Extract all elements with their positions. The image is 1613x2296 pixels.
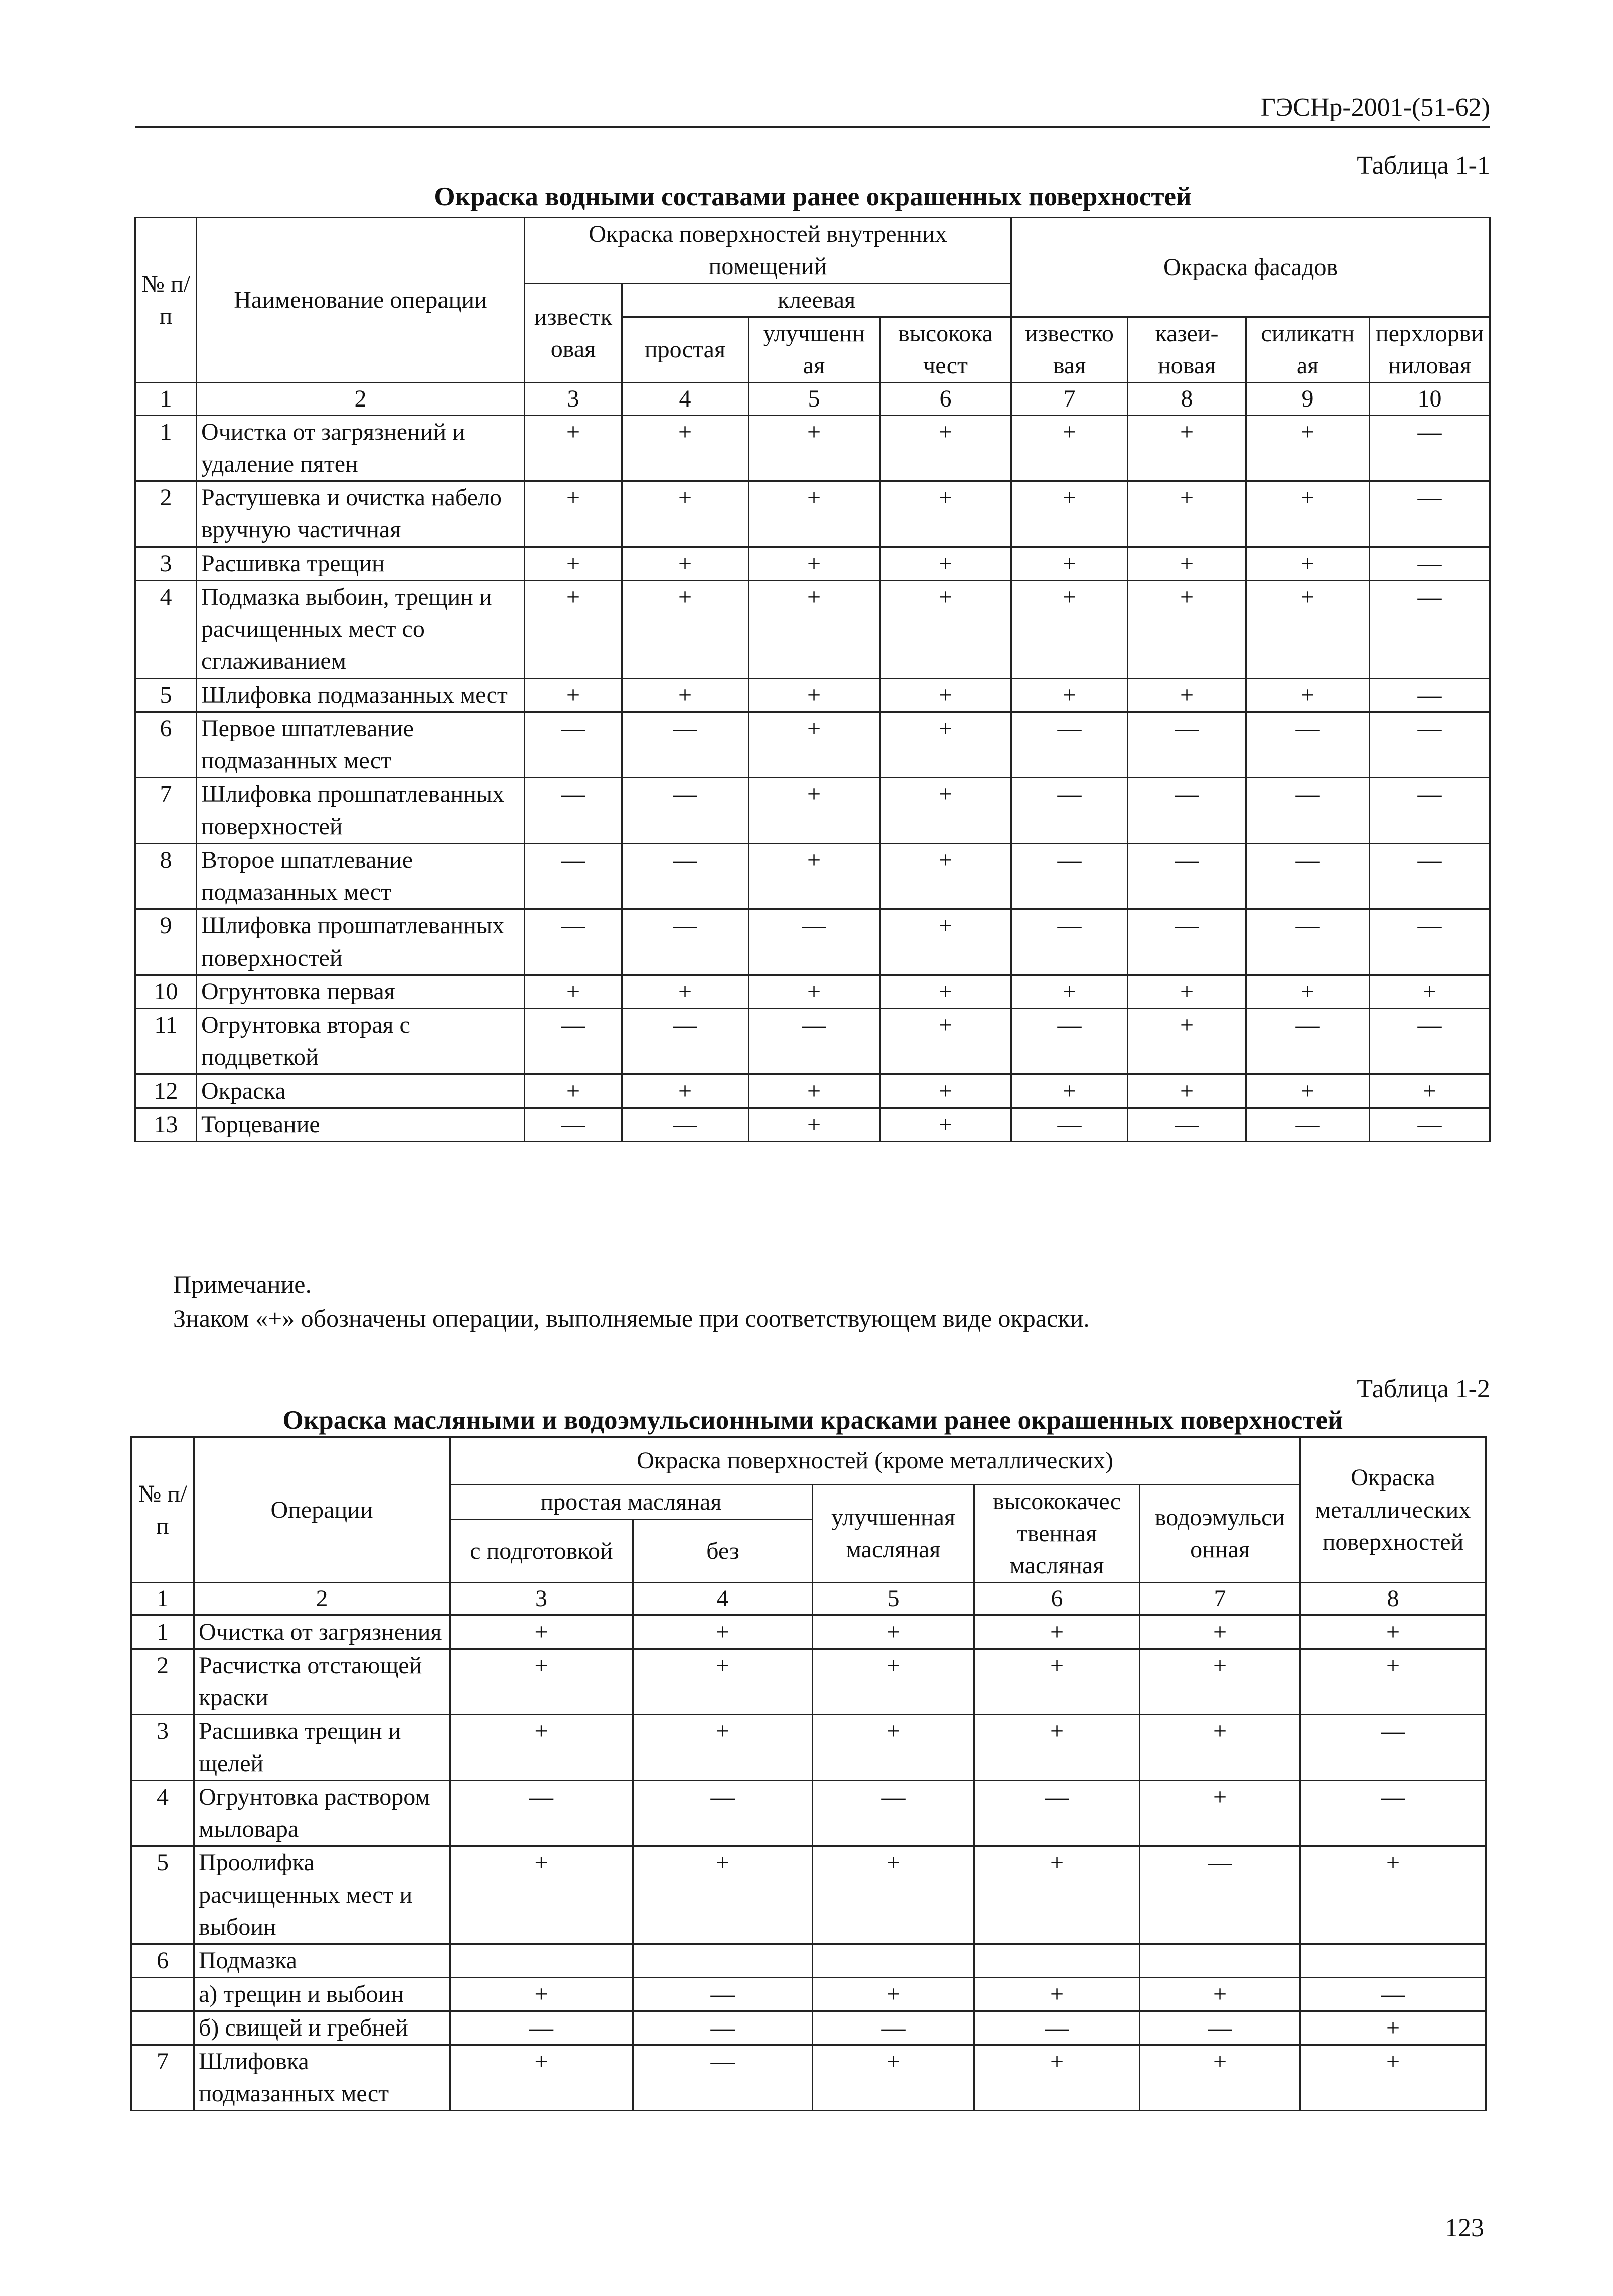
operation-name: Окраска [197, 1074, 525, 1108]
table-row [131, 1978, 1486, 2011]
mark-cell: + [525, 547, 622, 581]
mark-cell: — [1128, 844, 1246, 909]
row-number: 4 [131, 1781, 194, 1846]
mark-cell: + [880, 975, 1011, 1009]
mark-cell: + [1246, 581, 1370, 679]
mark-cell: — [633, 1978, 813, 2011]
mark-cell: + [525, 975, 622, 1009]
t1-col-number: 9 [1246, 383, 1370, 416]
operation-name: Расшивка трещин и щелей [194, 1715, 450, 1781]
mark-cell: + [749, 1074, 880, 1108]
mark-cell: + [813, 1615, 974, 1649]
operation-name: б) свищей и гребней [194, 2011, 450, 2045]
mark-cell: — [633, 2011, 813, 2045]
mark-cell: + [525, 1074, 622, 1108]
row-number [131, 2011, 194, 2045]
table2-title: Окраска масляными и водоэмульсионными красками ранее окрашенных поверхностей [282, 1406, 1343, 1435]
document-code: ГЭСНр-2001-(51-62) [1260, 93, 1490, 122]
t1-header-hq: высокока чест [880, 317, 1011, 383]
t1-header-casein: казеи- новая [1128, 317, 1246, 383]
mark-cell: — [1011, 844, 1128, 909]
t1-header-facade: Окраска фасадов [1011, 218, 1490, 317]
mark-cell: + [1011, 975, 1128, 1009]
mark-cell: + [525, 679, 622, 712]
mark-cell: + [1246, 481, 1370, 547]
row-number: 7 [131, 2045, 194, 2111]
mark-cell: + [1300, 1649, 1486, 1715]
mark-cell: + [1300, 2045, 1486, 2111]
operation-name: Шлифовка подмазанных мест [194, 2045, 450, 2111]
mark-cell: + [622, 481, 749, 547]
mark-cell: — [1246, 1108, 1370, 1142]
mark-cell: + [1128, 1009, 1246, 1074]
operation-name: Подмазка выбоин, трещин и расчищенных мест со сглаживанием [197, 581, 525, 679]
mark-cell: + [749, 547, 880, 581]
mark-cell: — [1300, 1978, 1486, 2011]
table-row [131, 1846, 1486, 1944]
mark-cell: — [622, 1108, 749, 1142]
mark-cell: + [1140, 1978, 1300, 2011]
mark-cell: — [1370, 1009, 1490, 1074]
row-number: 6 [135, 712, 197, 778]
mark-cell: + [749, 1108, 880, 1142]
mark-cell: + [880, 481, 1011, 547]
row-number: 10 [135, 975, 197, 1009]
table-row [131, 1649, 1486, 1715]
mark-cell: + [749, 712, 880, 778]
mark-cell: — [622, 712, 749, 778]
mark-cell: + [622, 1074, 749, 1108]
table-row [131, 2011, 1486, 2045]
table1-note-title: Примечание. [173, 1270, 312, 1298]
row-number: 8 [135, 844, 197, 909]
mark-cell: + [633, 1649, 813, 1715]
mark-cell: — [1246, 778, 1370, 844]
row-number: 3 [131, 1715, 194, 1781]
mark-cell: — [633, 2045, 813, 2111]
operation-name: а) трещин и выбоин [194, 1978, 450, 2011]
mark-cell: + [813, 1978, 974, 2011]
table-row [131, 1944, 1486, 1978]
mark-cell: + [450, 1615, 633, 1649]
operation-name: Второе шпатлевание подмазанных мест [197, 844, 525, 909]
mark-cell: + [622, 547, 749, 581]
mark-cell: — [1128, 778, 1246, 844]
mark-cell: + [622, 416, 749, 481]
operation-name: Растушевка и очистка набело вручную частичная [197, 481, 525, 547]
mark-cell: — [1140, 1846, 1300, 1944]
mark-cell: + [633, 1846, 813, 1944]
table1-title: Окраска водными составами ранее окрашенных поверхностей [434, 182, 1192, 211]
mark-cell: + [450, 2045, 633, 2111]
mark-cell [974, 1944, 1140, 1978]
mark-cell: + [880, 581, 1011, 679]
mark-cell: — [1300, 1715, 1486, 1781]
t1-col-number: 7 [1011, 383, 1128, 416]
row-number: 4 [135, 581, 197, 679]
mark-cell: — [974, 2011, 1140, 2045]
t1-col-number: 8 [1128, 383, 1246, 416]
mark-cell: + [622, 975, 749, 1009]
mark-cell: — [1246, 909, 1370, 975]
mark-cell: + [1128, 547, 1246, 581]
mark-cell: + [1011, 481, 1128, 547]
table-row [135, 481, 1490, 547]
mark-cell: + [749, 778, 880, 844]
mark-cell: + [1011, 581, 1128, 679]
mark-cell: — [1370, 778, 1490, 844]
mark-cell: + [1370, 975, 1490, 1009]
table-row [135, 416, 1490, 481]
t1-col-number: 1 [135, 383, 197, 416]
table2-label: Таблица 1-2 [1357, 1375, 1490, 1403]
table-row [131, 1615, 1486, 1649]
mark-cell: — [1370, 481, 1490, 547]
page-number: 123 [1445, 2214, 1484, 2242]
t1-header-silicate: силикатн ая [1246, 317, 1370, 383]
mark-cell: — [1011, 1009, 1128, 1074]
mark-cell: + [974, 1846, 1140, 1944]
t1-col-number: 4 [622, 383, 749, 416]
mark-cell: + [880, 416, 1011, 481]
operation-name: Огрунтовка вторая с подцветкой [197, 1009, 525, 1074]
t1-header-improved: улучшенн ая [749, 317, 880, 383]
mark-cell: — [1140, 2011, 1300, 2045]
row-number: 5 [135, 679, 197, 712]
mark-cell: + [880, 547, 1011, 581]
mark-cell: + [450, 1715, 633, 1781]
mark-cell: + [1246, 547, 1370, 581]
mark-cell: + [450, 1846, 633, 1944]
t2-header-surfaces: Окраска поверхностей (кроме металлических) [450, 1437, 1300, 1485]
row-number: 1 [131, 1615, 194, 1649]
t1-header-no: № п/п [135, 218, 197, 383]
t1-header-perchlor: перхлорви ниловая [1370, 317, 1490, 383]
row-number: 11 [135, 1009, 197, 1074]
mark-cell: + [1140, 2045, 1300, 2111]
t2-header-hq-oil: высококачес твенная масляная [974, 1485, 1140, 1583]
operation-name: Очистка от загрязнения [194, 1615, 450, 1649]
row-number: 3 [135, 547, 197, 581]
mark-cell: + [749, 975, 880, 1009]
t2-col-number: 1 [131, 1583, 194, 1615]
table-row [135, 1009, 1490, 1074]
mark-cell: — [1011, 778, 1128, 844]
mark-cell: + [1140, 1715, 1300, 1781]
mark-cell: + [1300, 2011, 1486, 2045]
mark-cell: — [1370, 712, 1490, 778]
row-number: 6 [131, 1944, 194, 1978]
mark-cell: + [880, 844, 1011, 909]
t1-header-lime-facade: известко вая [1011, 317, 1128, 383]
mark-cell: — [1370, 416, 1490, 481]
table-row [131, 1781, 1486, 1846]
mark-cell: — [525, 909, 622, 975]
t2-header-water: водоэмульси онная [1140, 1485, 1300, 1583]
t2-header-with-prep: с подготовкой [450, 1520, 633, 1583]
mark-cell: + [1128, 1074, 1246, 1108]
mark-cell: + [974, 1715, 1140, 1781]
mark-cell: + [1370, 1074, 1490, 1108]
mark-cell: + [1246, 1074, 1370, 1108]
table-row [135, 909, 1490, 975]
mark-cell: — [1011, 1108, 1128, 1142]
mark-cell: + [525, 581, 622, 679]
table-row [131, 2045, 1486, 2111]
t2-header-no: № п/п [131, 1437, 194, 1583]
mark-cell: + [1128, 416, 1246, 481]
mark-cell [1140, 1944, 1300, 1978]
row-number [131, 1978, 194, 2011]
t2-header-without: без [633, 1520, 813, 1583]
mark-cell: — [1011, 712, 1128, 778]
mark-cell: — [622, 778, 749, 844]
t1-header-name: Наименование операции [197, 218, 525, 383]
mark-cell: + [1140, 1649, 1300, 1715]
t2-col-number: 7 [1140, 1583, 1300, 1615]
mark-cell: — [1246, 844, 1370, 909]
mark-cell: + [749, 679, 880, 712]
mark-cell: — [1246, 1009, 1370, 1074]
mark-cell: — [1370, 547, 1490, 581]
mark-cell: + [622, 679, 749, 712]
mark-cell: — [1128, 909, 1246, 975]
operation-name: Огрунтовка раствором мыловара [194, 1781, 450, 1846]
header-rule [135, 126, 1490, 128]
operation-name: Очистка от загрязнений и удаление пятен [197, 416, 525, 481]
mark-cell: + [1011, 416, 1128, 481]
t1-header-simple: простая [622, 317, 749, 383]
mark-cell: + [1300, 1615, 1486, 1649]
mark-cell: — [622, 844, 749, 909]
operation-name: Расчистка отстающей краски [194, 1649, 450, 1715]
mark-cell: + [813, 2045, 974, 2111]
table-row [135, 679, 1490, 712]
mark-cell: + [974, 1978, 1140, 2011]
t1-col-number: 10 [1370, 383, 1490, 416]
operation-name: Проолифка расчищенных мест и выбоин [194, 1846, 450, 1944]
table-row [131, 1715, 1486, 1781]
mark-cell: + [1128, 481, 1246, 547]
mark-cell: + [749, 844, 880, 909]
operation-name: Шлифовка прошпатлеванных поверхностей [197, 778, 525, 844]
operation-name: Подмазка [194, 1944, 450, 1978]
mark-cell: — [1128, 712, 1246, 778]
mark-cell: + [525, 416, 622, 481]
t2-col-number: 6 [974, 1583, 1140, 1615]
row-number: 2 [131, 1649, 194, 1715]
mark-cell: + [450, 1978, 633, 2011]
table-row [135, 547, 1490, 581]
row-number: 9 [135, 909, 197, 975]
mark-cell: — [1011, 909, 1128, 975]
mark-cell: + [622, 581, 749, 679]
mark-cell: — [1370, 581, 1490, 679]
t1-col-number: 5 [749, 383, 880, 416]
mark-cell: + [974, 1649, 1140, 1715]
operation-name: Первое шпатлевание подмазанных мест [197, 712, 525, 778]
t1-header-glue: клеевая [622, 284, 1011, 317]
mark-cell: — [525, 778, 622, 844]
t2-col-number: 2 [194, 1583, 450, 1615]
mark-cell: + [1011, 679, 1128, 712]
mark-cell: — [525, 844, 622, 909]
mark-cell: + [880, 1108, 1011, 1142]
mark-cell: — [525, 1009, 622, 1074]
mark-cell: + [880, 679, 1011, 712]
row-number: 5 [131, 1846, 194, 1944]
mark-cell: — [813, 2011, 974, 2045]
mark-cell: — [1370, 1108, 1490, 1142]
mark-cell [450, 1944, 633, 1978]
mark-cell: + [880, 909, 1011, 975]
t2-col-number: 4 [633, 1583, 813, 1615]
t2-header-ops: Операции [194, 1437, 450, 1583]
t2-header-metal: Окраска металлических поверхностей [1300, 1437, 1486, 1583]
row-number: 1 [135, 416, 197, 481]
mark-cell: + [633, 1615, 813, 1649]
table-row [135, 778, 1490, 844]
mark-cell: — [1246, 712, 1370, 778]
mark-cell: + [1011, 1074, 1128, 1108]
mark-cell: + [1246, 679, 1370, 712]
mark-cell: + [880, 778, 1011, 844]
mark-cell: + [749, 481, 880, 547]
t1-col-number: 2 [197, 383, 525, 416]
row-number: 13 [135, 1108, 197, 1142]
table-row [135, 1074, 1490, 1108]
operation-name: Расшивка трещин [197, 547, 525, 581]
mark-cell: + [1140, 1781, 1300, 1846]
mark-cell: + [749, 581, 880, 679]
mark-cell: + [880, 1074, 1011, 1108]
t2-header-improved-oil: улучшенная масляная [813, 1485, 974, 1583]
row-number: 7 [135, 778, 197, 844]
mark-cell: + [1246, 416, 1370, 481]
t2-col-number: 3 [450, 1583, 633, 1615]
mark-cell: + [880, 712, 1011, 778]
operation-name: Шлифовка прошпатлеванных поверхностей [197, 909, 525, 975]
mark-cell: + [633, 1715, 813, 1781]
mark-cell: — [1300, 1781, 1486, 1846]
mark-cell: + [1246, 975, 1370, 1009]
table1 [134, 217, 1491, 1142]
mark-cell: — [633, 1781, 813, 1846]
table-row [135, 844, 1490, 909]
mark-cell: — [1370, 909, 1490, 975]
mark-cell: — [974, 1781, 1140, 1846]
mark-cell: + [974, 2045, 1140, 2111]
row-number: 12 [135, 1074, 197, 1108]
operation-name: Шлифовка подмазанных мест [197, 679, 525, 712]
operation-name: Торцевание [197, 1108, 525, 1142]
mark-cell: — [525, 712, 622, 778]
mark-cell: + [1140, 1615, 1300, 1649]
mark-cell [633, 1944, 813, 1978]
row-number: 2 [135, 481, 197, 547]
t1-col-number: 6 [880, 383, 1011, 416]
t2-col-number: 5 [813, 1583, 974, 1615]
t1-header-lime: известк овая [525, 284, 622, 383]
mark-cell [1300, 1944, 1486, 1978]
mark-cell: + [813, 1715, 974, 1781]
t1-header-interior: Окраска поверхностей внутренних помещений [525, 218, 1011, 284]
table1-label: Таблица 1-1 [1357, 151, 1490, 180]
mark-cell: + [880, 1009, 1011, 1074]
mark-cell: + [813, 1649, 974, 1715]
mark-cell: — [525, 1108, 622, 1142]
table2 [130, 1436, 1487, 2111]
mark-cell: + [974, 1615, 1140, 1649]
mark-cell: — [813, 1781, 974, 1846]
mark-cell: + [1128, 975, 1246, 1009]
operation-name: Огрунтовка первая [197, 975, 525, 1009]
mark-cell: — [749, 1009, 880, 1074]
mark-cell: — [450, 1781, 633, 1846]
table-row [135, 975, 1490, 1009]
mark-cell: — [450, 2011, 633, 2045]
mark-cell: + [1128, 581, 1246, 679]
mark-cell: — [622, 909, 749, 975]
mark-cell: + [1300, 1846, 1486, 1944]
mark-cell: + [1011, 547, 1128, 581]
table-row [135, 712, 1490, 778]
mark-cell: + [813, 1846, 974, 1944]
t2-col-number: 8 [1300, 1583, 1486, 1615]
table-row [135, 1108, 1490, 1142]
mark-cell: + [450, 1649, 633, 1715]
table-row [135, 581, 1490, 679]
mark-cell: — [622, 1009, 749, 1074]
mark-cell [813, 1944, 974, 1978]
mark-cell: + [525, 481, 622, 547]
table1-note-text: Знаком «+» обозначены операции, выполняемые при соответствующем виде окраски. [173, 1304, 1090, 1332]
mark-cell: — [1370, 844, 1490, 909]
mark-cell: — [1370, 679, 1490, 712]
mark-cell: + [749, 416, 880, 481]
mark-cell: + [1128, 679, 1246, 712]
t1-col-number: 3 [525, 383, 622, 416]
mark-cell: — [1128, 1108, 1246, 1142]
t2-header-simple-oil: простая масляная [450, 1485, 813, 1520]
mark-cell: — [749, 909, 880, 975]
